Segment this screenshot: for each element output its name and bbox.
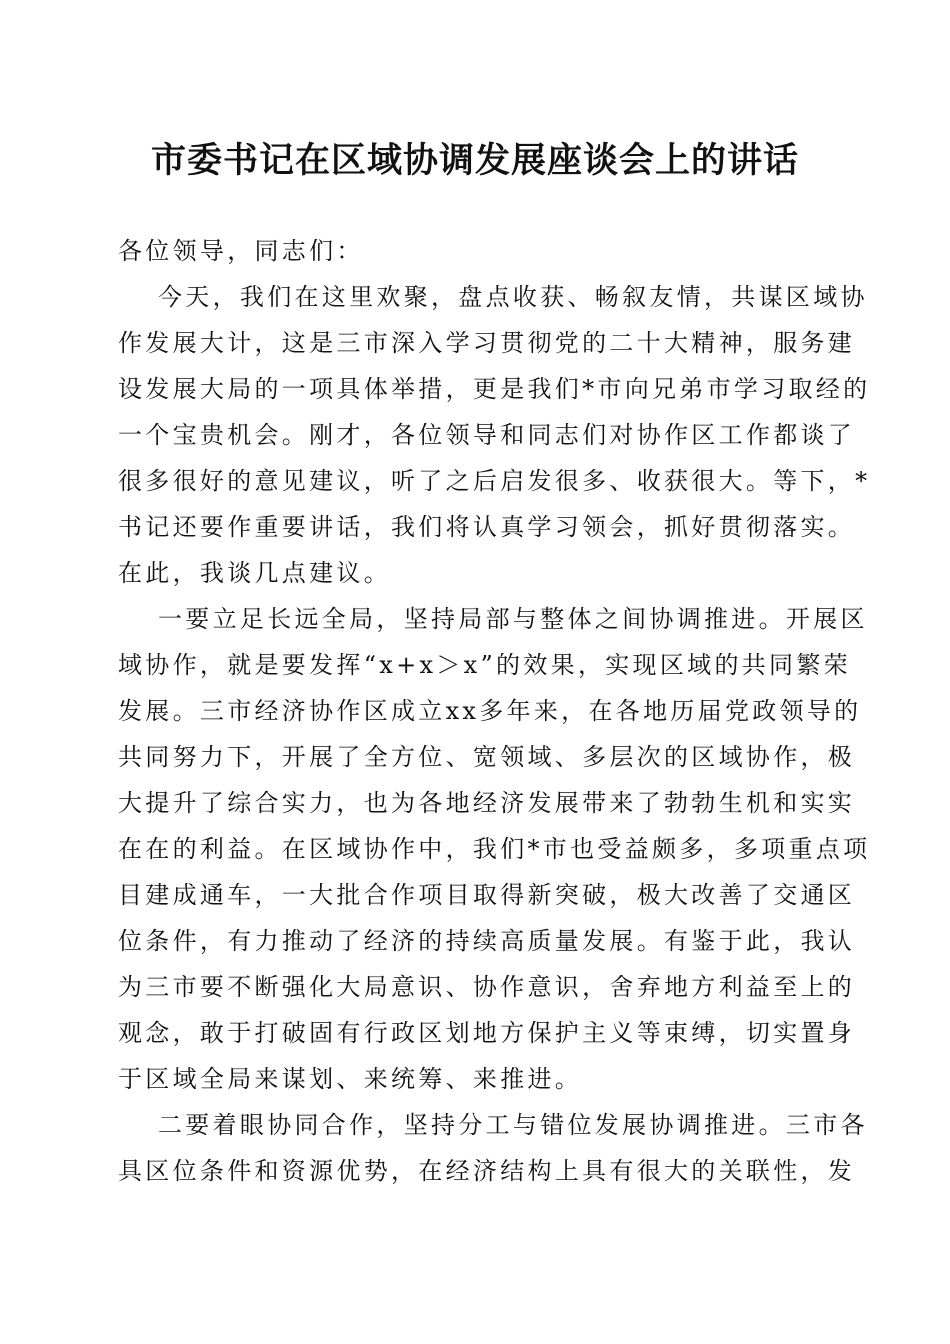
text-line: 在在的利益。在区域协作中，我们*市也受益颇多，多项重点项	[118, 835, 871, 863]
text-line: 具区位条件和资源优势，在经济结构上具有很大的关联性，发	[118, 1157, 856, 1185]
paragraph-3	[118, 1102, 868, 1194]
text-line: 作发展大计，这是三市深入学习贯彻党的二十大精神，服务建	[118, 329, 856, 357]
text-line: 共同努力下，开展了全方位、宽领域、多层次的区域协作，极	[118, 743, 856, 771]
text-line: 很多很好的意见建议，听了之后启发很多、收获很大。等下，*	[118, 467, 871, 495]
text-line: 于区域全局来谋划、来统筹、来推进。	[118, 1065, 583, 1093]
text-line: 二要着眼协同合作，坚持分工与错位发展协调推进。三市各	[158, 1111, 868, 1139]
document-body	[118, 228, 871, 1194]
text-line: 发展。三市经济协作区成立xx多年来，在各地历届党政领导的	[118, 697, 862, 725]
text-line: 位条件，有力推动了经济的持续高质量发展。有鉴于此，我认	[118, 927, 856, 955]
document-title: 市委书记在区域协调发展座谈会上的讲话	[150, 140, 799, 181]
text-line: 一要立足长远全局，坚持局部与整体之间协调推进。开展区	[158, 605, 868, 633]
text-line: 今天，我们在这里欢聚，盘点收获、畅叙友情，共谋区域协	[158, 283, 868, 311]
text-line: 设发展大局的一项具体举措，更是我们*市向兄弟市学习取经的	[118, 375, 871, 403]
text-line: 在此，我谈几点建议。	[118, 559, 391, 587]
text-line: 大提升了综合实力，也为各地经济发展带来了勃勃生机和实实	[118, 789, 856, 817]
paragraph-2	[118, 596, 871, 1102]
text-line: 为三市要不断强化大局意识、协作意识，舍弃地方利益至上的	[118, 973, 856, 1001]
paragraph-1	[118, 274, 871, 596]
text-line: 一个宝贵机会。刚才，各位领导和同志们对协作区工作都谈了	[118, 421, 856, 449]
salutation: 各位领导，同志们：	[118, 237, 364, 265]
text-line: 域协作，就是要发挥“x+x＞x”的效果，实现区域的共同繁荣	[118, 651, 851, 679]
text-line: 观念，敢于打破固有行政区划地方保护主义等束缚，切实置身	[118, 1019, 856, 1047]
text-line: 书记还要作重要讲话，我们将认真学习领会，抓好贯彻落实。	[118, 513, 856, 541]
text-line: 目建成通车，一大批合作项目取得新突破，极大改善了交通区	[118, 881, 856, 909]
